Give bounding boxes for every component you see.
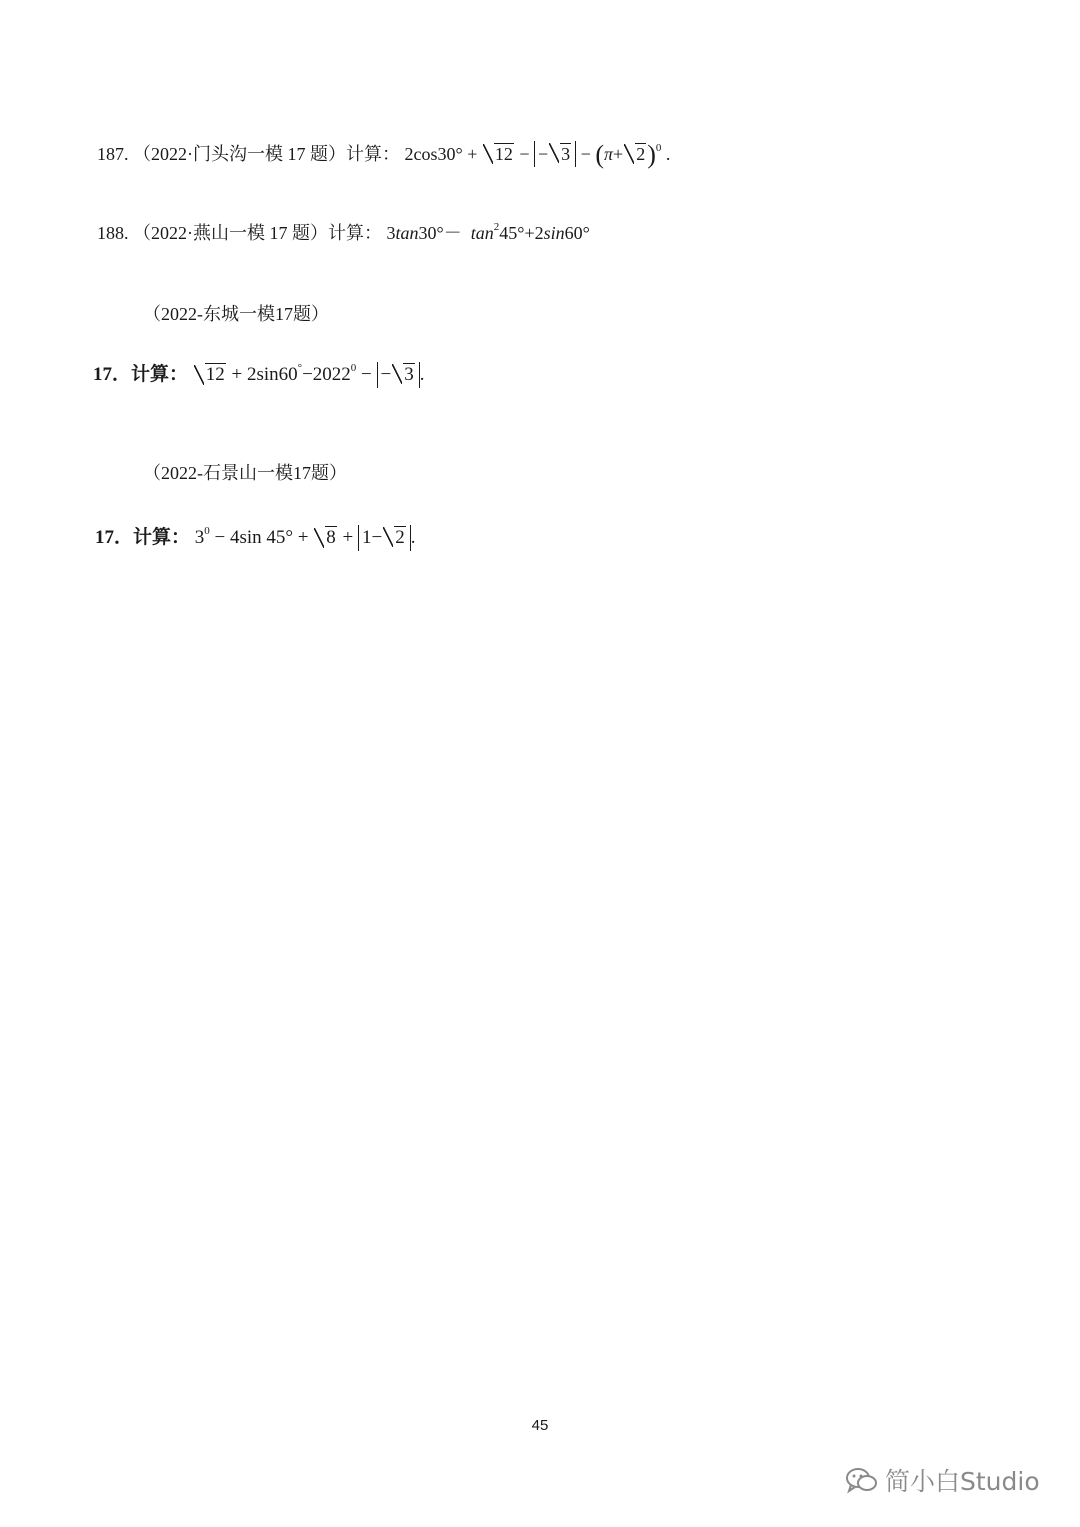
problem-dongcheng-17: [93, 362, 424, 388]
problem-source: （2022·门头沟一模 17 题）计算：: [133, 144, 400, 164]
problem-188: [97, 221, 590, 245]
abs-value: − 3: [534, 141, 576, 167]
watermark: [845, 1462, 1040, 1498]
formula: 2cos30° + 12 − − $3 - (\pi+ 2)^0$ .: [404, 140, 671, 169]
problem-number: 17．计算：: [93, 364, 189, 385]
sqrt: 12: [483, 142, 514, 166]
problem-number: 187.: [97, 144, 129, 164]
problem-187: [97, 141, 670, 167]
page-number: 45: [531, 1417, 549, 1434]
abs-value: − 3: [377, 362, 420, 388]
formula: $3\tan 30^\circ- \tan^245^\circ+2\sin 60^\circ$: [386, 221, 590, 243]
wechat-icon: [845, 1466, 879, 1494]
source-header-shijingshan: （2022-石景山一模17题）: [143, 463, 347, 483]
problem-number: 17．计算：: [95, 527, 191, 548]
formula: $12 + 2\sin 60^\circ-2022^0$ − − 3 .: [193, 364, 425, 385]
problem-source: （2022·燕山一模 17 题）计算：: [133, 223, 382, 243]
abs-value: 1− 2: [358, 525, 411, 551]
problem-shijingshan-17: [95, 525, 415, 551]
watermark-text: 简小白Studio: [885, 1467, 1040, 1496]
formula: $3^0 - 4\sin$ 45° + 8 + 1− 2 .: [195, 527, 416, 548]
problem-number: 188.: [97, 223, 129, 243]
source-header-dongcheng: （2022-东城一模17题）: [143, 304, 329, 324]
